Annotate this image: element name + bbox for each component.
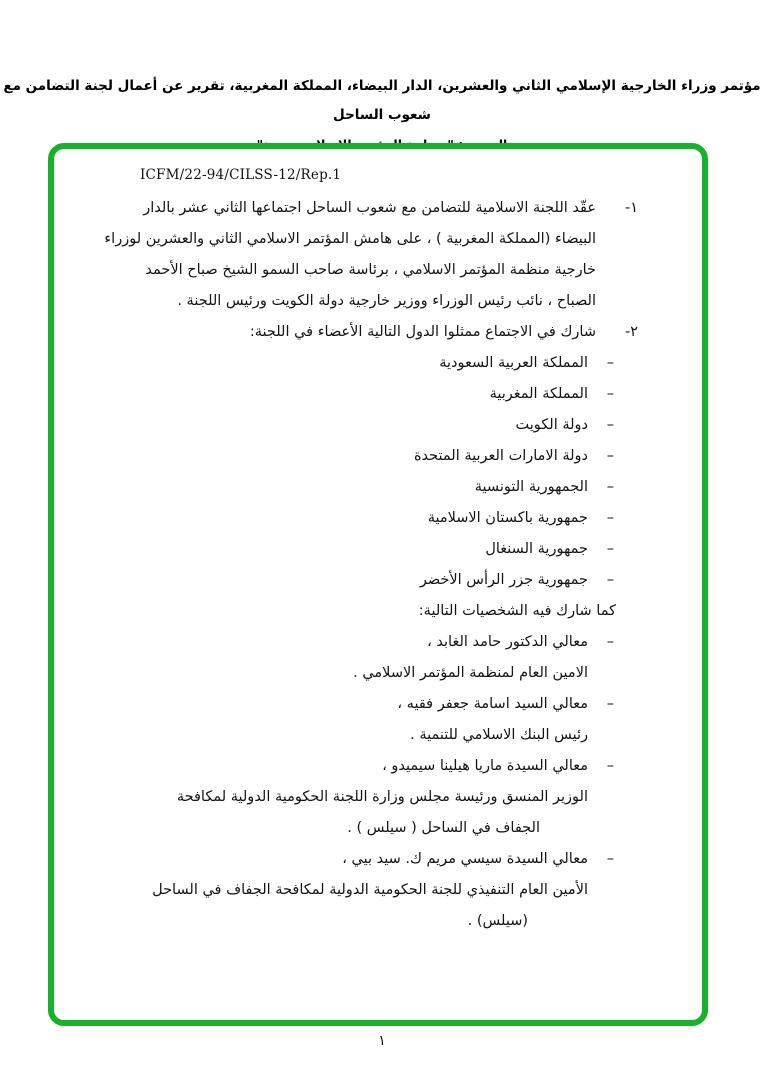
list-item (102, 348, 614, 379)
personality-role: (سيلس) . (467, 913, 528, 929)
personality-item (102, 689, 614, 751)
personality-name: معالي السيدة سيسي مريم ك. سيد بيي ، (342, 851, 588, 867)
header-title: مؤتمر وزراء الخارجية الإسلامي الثاني والعشرين، الدار البيضاء، المملكة المغربية، تقرير عن أعمال لجنة التضامن مع شعوب الساحل (3, 78, 761, 123)
personality-name: معالي السيدة ماريا هيلينا سيميدو ، (382, 758, 588, 774)
dash-marker: – (606, 541, 614, 557)
personality-item (102, 627, 614, 689)
personality-item (102, 844, 614, 937)
paragraph-2-text (102, 317, 596, 348)
personality-text (102, 689, 588, 751)
personality-role: الوزير المنسق ورئيسة مجلس وزارة اللجنة الحكومية الدولية لمكافحة (176, 789, 588, 805)
member-state: جمهورية جزر الرأس الأخضر (419, 572, 588, 588)
personality-role: رئيس البنك الاسلامي للتنمية . (410, 727, 588, 743)
dash-marker: – (606, 758, 614, 774)
list-item (102, 379, 614, 410)
member-state: دولة الامارات العربية المتحدة (413, 448, 588, 464)
personalities-intro: كما شارك فيه الشخصيات التالية: (418, 603, 616, 619)
paragraph-1 (102, 193, 638, 317)
member-state: جمهورية السنغال (485, 541, 588, 557)
personality-role: الأمين العام التنفيذي للجنة الحكومية الدولية لمكافحة الجفاف في الساحل (152, 882, 588, 898)
dash-marker: – (606, 448, 614, 464)
member-state: دولة الكويت (515, 417, 588, 433)
personality-name: معالي الدكتور حامد الغابد ، (427, 634, 588, 650)
page-number: ١ (378, 1033, 386, 1049)
dash-marker: – (606, 510, 614, 526)
paragraph-1-number: ١- (624, 200, 638, 216)
member-state: جمهورية باكستان الاسلامية (427, 510, 588, 526)
personality-role: الامين العام لمنظمة المؤتمر الاسلامي . (353, 665, 588, 681)
list-item (102, 534, 614, 565)
personality-text (102, 844, 588, 937)
paragraph-1-line: عقّد اللجنة الاسلامية للتضامن مع شعوب الساحل اجتماعها الثاني عشر بالدار (143, 200, 596, 216)
document-body (54, 183, 702, 937)
member-state: الجمهورية التونسية (474, 479, 588, 495)
personality-text (102, 627, 588, 689)
member-state: المملكة المغربية (489, 386, 588, 402)
paragraph-1-text (102, 193, 596, 317)
list-item (102, 472, 614, 503)
paragraph-1-line: خارجية منظمة المؤتمر الاسلامي ، برئاسة صاحب السمو الشيخ صباح الأحمد (145, 262, 596, 278)
dash-marker: – (606, 386, 614, 402)
list-item (102, 565, 614, 596)
list-item (102, 410, 614, 441)
paragraph-2-number: ٢- (624, 324, 638, 340)
personality-name: معالي السيد اسامة جعفر فقيه ، (397, 696, 588, 712)
dash-marker: – (606, 417, 614, 433)
personality-text (102, 751, 588, 844)
paragraph-1-line: البيضاء (المملكة المغربية ) ، على هامش المؤتمر الاسلامي الثاني والعشرين لوزراء (104, 231, 596, 247)
document-reference: ICFM/22-94/CILSS-12/Rep.1 (140, 167, 342, 183)
dash-marker: – (606, 355, 614, 371)
list-item (102, 441, 614, 472)
paragraph-2 (102, 317, 638, 348)
dash-marker: – (606, 634, 614, 650)
paragraph-2-line: شارك في الاجتماع ممثلوا الدول التالية الأعضاء في اللجنة: (249, 324, 596, 340)
dash-marker: – (606, 696, 614, 712)
list-item (102, 503, 614, 534)
dash-marker: – (606, 851, 614, 867)
paragraph-1-line: الصباح ، نائب رئيس الوزراء ووزير خارجية دولة الكويت ورئيس اللجنة . (177, 293, 596, 309)
member-states-list (102, 348, 614, 596)
document-frame (48, 143, 708, 1026)
dash-marker: – (606, 572, 614, 588)
personality-role: الجفاف في الساحل ( سيلس ) . (347, 820, 540, 836)
dash-marker: – (606, 479, 614, 495)
personality-item (102, 751, 614, 844)
member-state: المملكة العربية السعودية (439, 355, 588, 371)
